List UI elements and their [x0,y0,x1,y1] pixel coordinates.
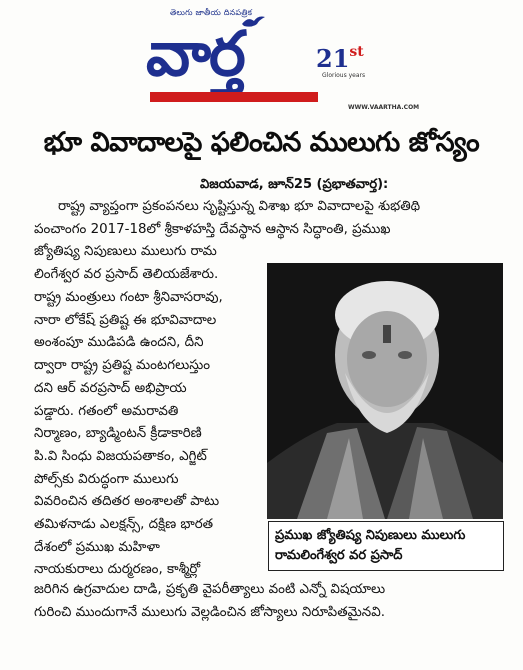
body-line: జరిగిన ఉగ్రవాదుల దాడి, ప్రకృతి వైపరీత్యాలు వంటి ఎన్నో విషయాలు [34,582,386,597]
anniversary-mark [316,44,364,73]
portrait-photo [267,263,503,519]
body-line: నారా లోకేష్ ప్రతిష్ట ఈ భూవివాదాల [34,312,217,328]
body-line: పి.వి సింధు విజయపతాకం, ఎగ్జిట్ [34,448,207,464]
body-line: గురించి ముందుగానే ములుగు వెల్లడించిన జోస్యాలు నిరూపితమైనవి. [34,604,385,620]
portrait-image [267,263,503,519]
body-line: జ్యోతిష్య నిపుణులు ములుగు రామ [34,244,217,260]
photo-caption-box [268,521,504,571]
body-line: పంచాంగం 2017-18లో శ్రీకాళహస్తి దేవస్థాన ఆస్థాన సిద్ధాంతి, ప్రముఖ [34,221,391,237]
body-line: రాష్ట్ర వ్యాప్తంగా ప్రకంపనలు సృష్టిస్తున్న విశాఖ భూ వివాదాలపై శుభతిథి [58,199,421,214]
logo-red-bar [150,92,318,102]
body-line: నాయకురాలు దుర్మరణం, కాశ్మీర్లో [34,562,201,578]
body-line: దేశంలో ప్రముఖ మహిళా [34,539,160,555]
article-headline: భూ వివాదాలపై ఫలించిన ములుగు జోస్యం [43,127,480,158]
body-line: పడ్డారు. గతంలో అమరావతి [34,403,179,419]
body-line: వివరించిన తదితర అంశాలతో పాటు [34,494,220,510]
body-line: రాష్ట్ర మంత్రులు గంటా శ్రీనివాసరావు, [34,290,223,305]
masthead [140,8,420,116]
article-body-left-column [34,287,264,582]
body-line: దని ఆర్ వరప్రసాద్ అభిప్రాయ [34,380,187,396]
body-line: అంశంపూ ముడిపడి ఉందని, దీని [34,335,204,351]
glorious-years-label: Glorious years [322,72,366,79]
body-line: ద్వారా రాష్ట్ర ప్రతిష్ట మంటగలుస్తుం [34,358,211,374]
website-url: WWW.VAARTHA.COM [348,104,420,111]
body-line: పోల్స్‌కు విరుద్ధంగా ములుగు [34,471,179,487]
body-line: లింగేశ్వర వర ప్రసాద్ తెలియజేశారు. [34,267,219,283]
article-body-bottom [34,579,504,624]
body-line: తమిళనాడు ఎలక్షన్స్, దక్షిణ భారత [34,517,214,533]
article-dateline: విజయవాడ, జూన్25 (ప్రభాతవార్త): [200,177,389,192]
masthead-tagline: తెలుగు జాతీయ దినపత్రిక [170,8,253,17]
anniversary-number: 21 [316,44,350,73]
body-line: నిర్మాణం, బ్యాడ్మింటన్ క్రీడాకారిణి [34,426,202,442]
masthead-logo: వార్త [146,17,244,90]
photo-caption: ప్రముఖ జ్యోతిష్య నిపుణులు ములుగు రామలింగేశ్వర వర ప్రసాద్ [275,528,466,563]
anniversary-suffix: st [349,44,364,60]
